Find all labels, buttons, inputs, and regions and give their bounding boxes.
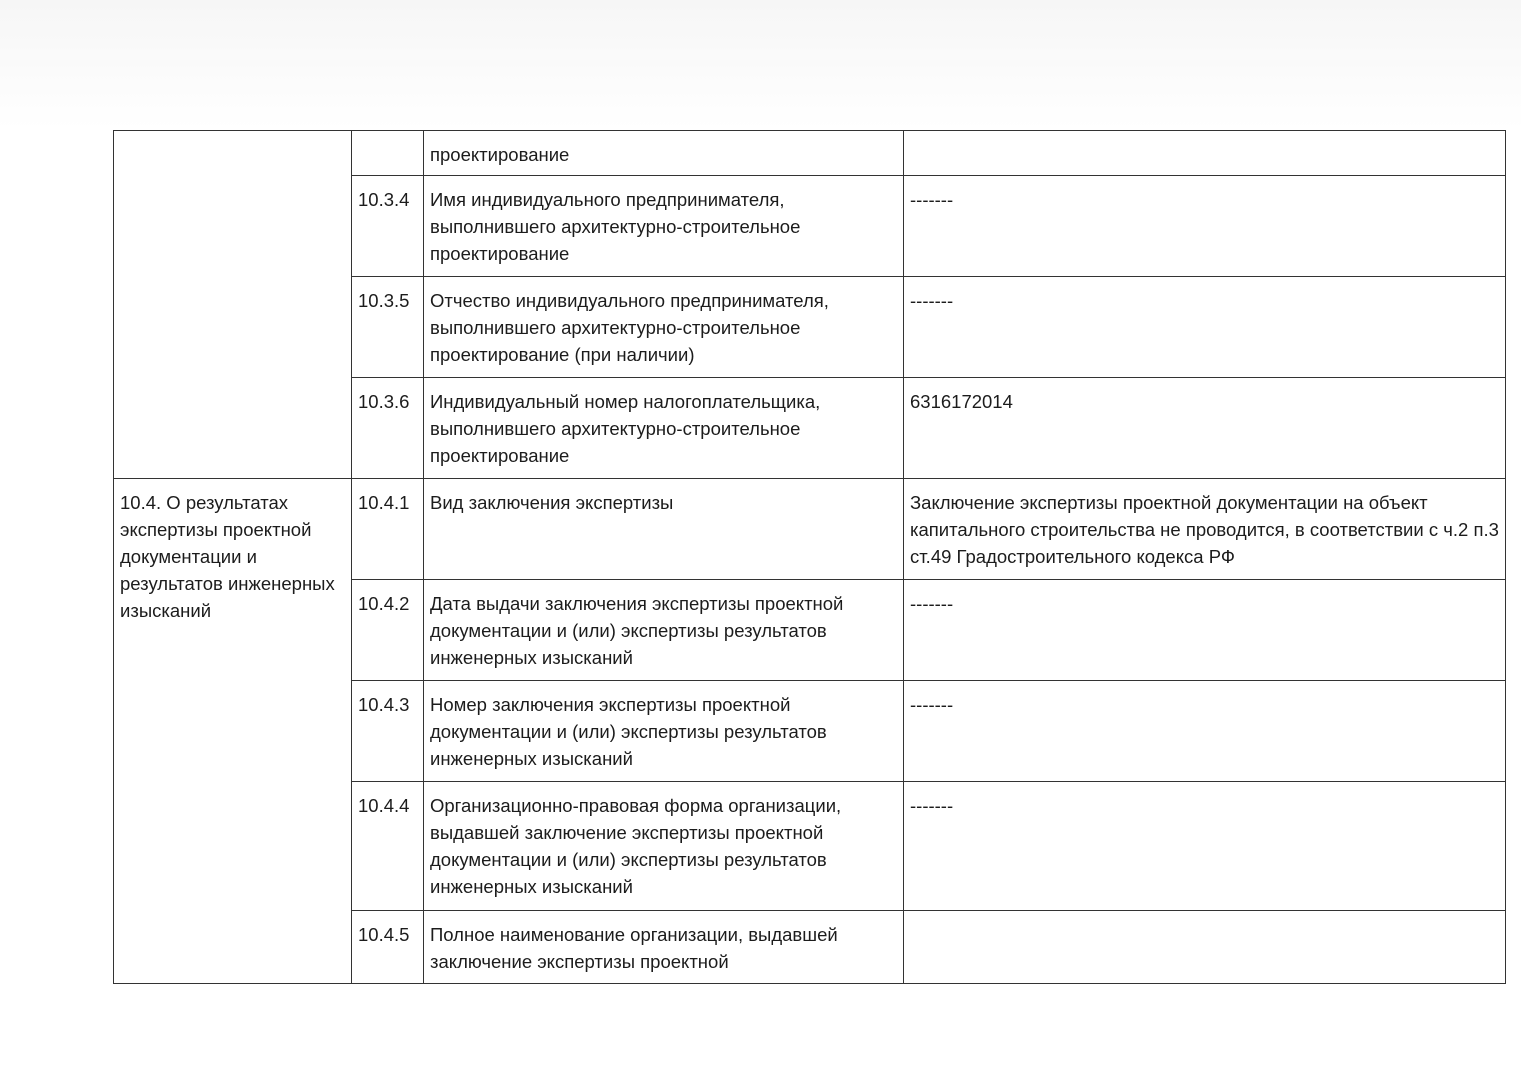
- row-number: 10.3.4: [352, 176, 424, 277]
- row-value: [904, 911, 1506, 984]
- row-number: 10.4.1: [352, 479, 424, 580]
- row-label: Полное наименование организации, выдавшей заключение экспертизы проектной: [424, 911, 904, 984]
- row-value: -------: [904, 176, 1506, 277]
- row-value: -------: [904, 580, 1506, 681]
- row-value: -------: [904, 277, 1506, 378]
- row-number: 10.4.3: [352, 681, 424, 782]
- row-number: [352, 131, 424, 176]
- table-row: [114, 479, 1506, 580]
- row-label: Дата выдачи заключения экспертизы проектной документации и (или) экспертизы результатов инженерных изысканий: [424, 580, 904, 681]
- row-value: Заключение экспертизы проектной документации на объект капитального строительства не проводится, в соответствии с ч.2 п.3 ст.49 Градостроительного кодекса РФ: [904, 479, 1506, 580]
- row-value: -------: [904, 782, 1506, 911]
- group-cell-10-3: [114, 131, 352, 479]
- row-number: 10.3.6: [352, 378, 424, 479]
- group-cell-10-4: 10.4. О результатах экспертизы проектной документации и результатов инженерных изысканий: [114, 479, 352, 984]
- disclosure-table: [113, 130, 1506, 984]
- row-number: 10.4.5: [352, 911, 424, 984]
- row-value: [904, 131, 1506, 176]
- row-value: 6316172014: [904, 378, 1506, 479]
- row-label: Имя индивидуального предпринимателя, выполнившего архитектурно-строительное проектирование: [424, 176, 904, 277]
- row-label: Организационно-правовая форма организации, выдавшей заключение экспертизы проектной документации и (или) экспертизы результатов инженерных изысканий: [424, 782, 904, 911]
- row-label: Отчество индивидуального предпринимателя, выполнившего архитектурно-строительное проектирование (при наличии): [424, 277, 904, 378]
- row-label: Индивидуальный номер налогоплательщика, выполнившего архитектурно-строительное проектирование: [424, 378, 904, 479]
- row-value: -------: [904, 681, 1506, 782]
- row-number: 10.4.4: [352, 782, 424, 911]
- row-label: проектирование: [424, 131, 904, 176]
- row-number: 10.4.2: [352, 580, 424, 681]
- row-label: Номер заключения экспертизы проектной документации и (или) экспертизы результатов инженерных изысканий: [424, 681, 904, 782]
- row-number: 10.3.5: [352, 277, 424, 378]
- table-row-continuation: [114, 131, 1506, 176]
- row-label: Вид заключения экспертизы: [424, 479, 904, 580]
